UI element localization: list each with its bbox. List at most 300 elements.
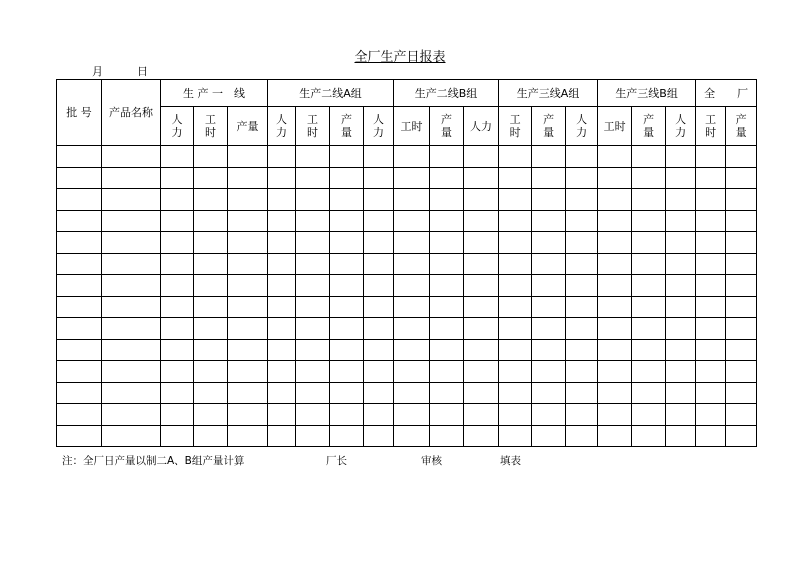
table-cell[interactable] (666, 146, 696, 168)
table-cell[interactable] (194, 167, 228, 189)
table-cell[interactable] (696, 361, 726, 383)
table-cell[interactable] (566, 232, 598, 254)
table-cell[interactable] (566, 167, 598, 189)
group-header-line1: 生 产 一 线 (161, 80, 268, 107)
table-cell[interactable] (228, 296, 268, 318)
table-cell[interactable] (726, 404, 757, 426)
table-cell[interactable] (394, 253, 430, 275)
table-cell[interactable] (566, 425, 598, 447)
table-cell[interactable] (364, 318, 394, 340)
table-cell[interactable] (228, 232, 268, 254)
table-cell[interactable] (430, 339, 464, 361)
table-cell[interactable] (430, 296, 464, 318)
table-cell[interactable] (430, 404, 464, 426)
table-cell[interactable] (499, 253, 532, 275)
table-cell[interactable] (228, 275, 268, 297)
table-cell[interactable] (464, 232, 499, 254)
table-row (57, 146, 757, 168)
table-cell[interactable] (532, 361, 566, 383)
table-cell[interactable] (228, 210, 268, 232)
table-cell[interactable] (194, 318, 228, 340)
table-cell[interactable] (666, 167, 696, 189)
table-cell[interactable] (696, 253, 726, 275)
table-cell[interactable] (194, 189, 228, 211)
report-title: 全厂生产日报表 (354, 50, 446, 65)
table-cell[interactable] (499, 189, 532, 211)
table-cell[interactable] (268, 167, 296, 189)
table-cell[interactable] (102, 425, 161, 447)
table-cell[interactable] (194, 382, 228, 404)
group-header-line3b: 生产三线B组 (598, 80, 696, 107)
table-cell[interactable] (364, 296, 394, 318)
table-cell[interactable] (268, 404, 296, 426)
table-cell[interactable] (161, 318, 194, 340)
table-cell[interactable] (666, 382, 696, 404)
table-cell[interactable] (296, 318, 330, 340)
table-cell[interactable] (430, 253, 464, 275)
table-cell[interactable] (666, 189, 696, 211)
group-header-line2a: 生产二线A组 (268, 80, 394, 107)
table-cell[interactable] (394, 404, 430, 426)
table-cell[interactable] (598, 146, 632, 168)
table-cell[interactable] (296, 296, 330, 318)
table-cell[interactable] (364, 232, 394, 254)
table-cell[interactable] (268, 189, 296, 211)
table-cell[interactable] (228, 189, 268, 211)
table-cell[interactable] (161, 210, 194, 232)
table-cell[interactable] (296, 425, 330, 447)
table-cell[interactable] (532, 253, 566, 275)
table-cell[interactable] (364, 275, 394, 297)
table-cell[interactable] (464, 382, 499, 404)
table-cell[interactable] (566, 189, 598, 211)
table-cell[interactable] (666, 404, 696, 426)
table-cell[interactable] (394, 382, 430, 404)
group-header-plant: 全 厂 (696, 80, 757, 107)
table-cell[interactable] (57, 404, 102, 426)
table-row (57, 318, 757, 340)
table-cell[interactable] (696, 232, 726, 254)
table-cell[interactable] (566, 253, 598, 275)
table-cell[interactable] (228, 167, 268, 189)
table-cell[interactable] (268, 275, 296, 297)
table-cell[interactable] (394, 167, 430, 189)
table-cell[interactable] (194, 232, 228, 254)
table-cell[interactable] (632, 425, 666, 447)
table-cell[interactable] (228, 339, 268, 361)
table-cell[interactable] (102, 232, 161, 254)
table-cell[interactable] (228, 382, 268, 404)
table-cell[interactable] (430, 318, 464, 340)
table-cell[interactable] (666, 210, 696, 232)
table-cell[interactable] (194, 339, 228, 361)
table-cell[interactable] (566, 339, 598, 361)
table-cell[interactable] (57, 253, 102, 275)
table-cell[interactable] (296, 210, 330, 232)
table-cell[interactable] (102, 318, 161, 340)
table-cell[interactable] (666, 425, 696, 447)
table-cell[interactable] (632, 146, 666, 168)
table-cell[interactable] (330, 253, 364, 275)
table-cell[interactable] (632, 275, 666, 297)
table-cell[interactable] (161, 167, 194, 189)
table-cell[interactable] (532, 146, 566, 168)
table-cell[interactable] (632, 189, 666, 211)
table-cell[interactable] (464, 339, 499, 361)
table-cell[interactable] (666, 361, 696, 383)
table-cell[interactable] (330, 361, 364, 383)
table-cell[interactable] (666, 253, 696, 275)
table-cell[interactable] (394, 425, 430, 447)
table-cell[interactable] (464, 167, 499, 189)
table-cell[interactable] (499, 296, 532, 318)
table-cell[interactable] (394, 339, 430, 361)
table-cell[interactable] (430, 189, 464, 211)
table-cell[interactable] (499, 318, 532, 340)
batch-number-header: 批 号 (57, 80, 102, 146)
table-cell[interactable] (228, 404, 268, 426)
table-cell[interactable] (161, 275, 194, 297)
table-cell[interactable] (296, 339, 330, 361)
table-cell[interactable] (430, 232, 464, 254)
table-cell[interactable] (532, 425, 566, 447)
table-cell[interactable] (499, 146, 532, 168)
table-cell[interactable] (364, 382, 394, 404)
table-cell[interactable] (632, 361, 666, 383)
table-cell[interactable] (330, 210, 364, 232)
table-cell[interactable] (194, 361, 228, 383)
table-cell[interactable] (532, 318, 566, 340)
table-cell[interactable] (194, 210, 228, 232)
table-cell[interactable] (464, 189, 499, 211)
table-cell[interactable] (394, 232, 430, 254)
table-cell[interactable] (161, 425, 194, 447)
table-cell[interactable] (726, 318, 757, 340)
table-cell[interactable] (632, 382, 666, 404)
table-cell[interactable] (330, 339, 364, 361)
table-cell[interactable] (499, 167, 532, 189)
table-cell[interactable] (102, 275, 161, 297)
table-cell[interactable] (532, 232, 566, 254)
table-cell[interactable] (726, 425, 757, 447)
table-cell[interactable] (499, 382, 532, 404)
table-cell[interactable] (499, 232, 532, 254)
table-cell[interactable] (268, 361, 296, 383)
table-cell[interactable] (330, 189, 364, 211)
sub-header: 产量 (228, 107, 268, 146)
table-cell[interactable] (364, 167, 394, 189)
date-month-label: 月 (92, 65, 103, 78)
table-cell[interactable] (532, 382, 566, 404)
table-cell[interactable] (598, 167, 632, 189)
table-cell[interactable] (499, 425, 532, 447)
table-cell[interactable] (102, 210, 161, 232)
table-cell[interactable] (464, 275, 499, 297)
table-cell[interactable] (161, 296, 194, 318)
table-cell[interactable] (57, 146, 102, 168)
table-cell[interactable] (57, 296, 102, 318)
footer-director-label: 厂长 (326, 455, 347, 467)
table-cell[interactable] (598, 253, 632, 275)
table-cell[interactable] (696, 167, 726, 189)
table-cell[interactable] (102, 253, 161, 275)
table-cell[interactable] (532, 404, 566, 426)
table-cell[interactable] (696, 189, 726, 211)
table-cell[interactable] (394, 361, 430, 383)
table-cell[interactable] (666, 232, 696, 254)
table-cell[interactable] (666, 296, 696, 318)
table-cell[interactable] (598, 210, 632, 232)
table-cell[interactable] (161, 404, 194, 426)
sub-header: 工 时 (499, 107, 532, 146)
table-cell[interactable] (598, 382, 632, 404)
table-cell[interactable] (296, 232, 330, 254)
table-cell[interactable] (726, 167, 757, 189)
table-cell[interactable] (726, 189, 757, 211)
table-cell[interactable] (499, 210, 532, 232)
table-cell[interactable] (296, 146, 330, 168)
table-cell[interactable] (696, 339, 726, 361)
table-cell[interactable] (268, 296, 296, 318)
table-cell[interactable] (430, 146, 464, 168)
table-cell[interactable] (696, 296, 726, 318)
table-cell[interactable] (364, 404, 394, 426)
table-cell[interactable] (364, 146, 394, 168)
table-cell[interactable] (57, 210, 102, 232)
table-cell[interactable] (330, 146, 364, 168)
table-cell[interactable] (330, 275, 364, 297)
table-cell[interactable] (696, 382, 726, 404)
table-cell[interactable] (394, 189, 430, 211)
table-cell[interactable] (499, 339, 532, 361)
table-cell[interactable] (57, 167, 102, 189)
table-cell[interactable] (102, 296, 161, 318)
table-cell[interactable] (532, 189, 566, 211)
table-cell[interactable] (726, 339, 757, 361)
table-cell[interactable] (499, 404, 532, 426)
table-cell[interactable] (666, 339, 696, 361)
table-cell[interactable] (499, 275, 532, 297)
table-cell[interactable] (330, 404, 364, 426)
table-cell[interactable] (330, 232, 364, 254)
table-cell[interactable] (228, 318, 268, 340)
table-cell[interactable] (228, 146, 268, 168)
sub-header: 工 时 (696, 107, 726, 146)
table-cell[interactable] (499, 361, 532, 383)
table-cell[interactable] (194, 253, 228, 275)
table-cell[interactable] (364, 361, 394, 383)
table-cell[interactable] (296, 253, 330, 275)
table-cell[interactable] (566, 146, 598, 168)
table-cell[interactable] (696, 425, 726, 447)
table-cell[interactable] (57, 232, 102, 254)
table-cell[interactable] (161, 253, 194, 275)
table-row (57, 210, 757, 232)
table-cell[interactable] (532, 210, 566, 232)
table-cell[interactable] (102, 167, 161, 189)
table-cell[interactable] (330, 382, 364, 404)
table-cell[interactable] (268, 146, 296, 168)
table-cell[interactable] (632, 253, 666, 275)
table-cell[interactable] (464, 318, 499, 340)
table-cell[interactable] (726, 275, 757, 297)
table-cell[interactable] (566, 404, 598, 426)
table-cell[interactable] (102, 146, 161, 168)
table-cell[interactable] (726, 210, 757, 232)
table-cell[interactable] (161, 382, 194, 404)
table-row (57, 339, 757, 361)
table-cell[interactable] (598, 339, 632, 361)
table-cell[interactable] (268, 339, 296, 361)
table-cell[interactable] (726, 146, 757, 168)
table-cell[interactable] (394, 146, 430, 168)
table-cell[interactable] (464, 425, 499, 447)
table-cell[interactable] (228, 425, 268, 447)
table-cell[interactable] (430, 425, 464, 447)
table-cell[interactable] (632, 318, 666, 340)
table-cell[interactable] (268, 382, 296, 404)
table-cell[interactable] (598, 232, 632, 254)
table-cell[interactable] (532, 296, 566, 318)
table-cell[interactable] (296, 167, 330, 189)
table-cell[interactable] (296, 275, 330, 297)
table-cell[interactable] (102, 189, 161, 211)
table-cell[interactable] (566, 275, 598, 297)
sub-header: 产 量 (430, 107, 464, 146)
table-cell[interactable] (632, 339, 666, 361)
table-cell[interactable] (430, 275, 464, 297)
table-cell[interactable] (268, 210, 296, 232)
table-cell[interactable] (464, 361, 499, 383)
table-cell[interactable] (194, 425, 228, 447)
table-cell[interactable] (566, 296, 598, 318)
table-cell[interactable] (598, 296, 632, 318)
table-cell[interactable] (57, 339, 102, 361)
table-cell[interactable] (364, 339, 394, 361)
table-cell[interactable] (296, 189, 330, 211)
table-cell[interactable] (666, 318, 696, 340)
table-cell[interactable] (268, 425, 296, 447)
table-cell[interactable] (296, 404, 330, 426)
table-cell[interactable] (430, 361, 464, 383)
table-cell[interactable] (598, 275, 632, 297)
sub-header: 工时 (394, 107, 430, 146)
table-cell[interactable] (57, 361, 102, 383)
table-cell[interactable] (330, 425, 364, 447)
table-cell[interactable] (696, 275, 726, 297)
table-cell[interactable] (364, 253, 394, 275)
table-cell[interactable] (598, 361, 632, 383)
table-cell[interactable] (57, 275, 102, 297)
table-cell[interactable] (268, 232, 296, 254)
table-cell[interactable] (194, 275, 228, 297)
table-cell[interactable] (57, 189, 102, 211)
table-cell[interactable] (161, 339, 194, 361)
table-cell[interactable] (464, 253, 499, 275)
table-cell[interactable] (57, 318, 102, 340)
table-cell[interactable] (296, 382, 330, 404)
table-cell[interactable] (696, 146, 726, 168)
table-row (57, 275, 757, 297)
table-cell[interactable] (464, 210, 499, 232)
table-cell[interactable] (394, 296, 430, 318)
table-cell[interactable] (430, 382, 464, 404)
table-cell[interactable] (726, 361, 757, 383)
table-cell[interactable] (57, 382, 102, 404)
table-cell[interactable] (430, 210, 464, 232)
table-cell[interactable] (57, 425, 102, 447)
table-cell[interactable] (268, 253, 296, 275)
table-cell[interactable] (296, 361, 330, 383)
table-cell[interactable] (464, 146, 499, 168)
table-cell[interactable] (161, 232, 194, 254)
table-cell[interactable] (364, 210, 394, 232)
table-cell[interactable] (598, 318, 632, 340)
table-cell[interactable] (161, 189, 194, 211)
table-cell[interactable] (726, 382, 757, 404)
table-cell[interactable] (330, 167, 364, 189)
sub-header: 工 时 (194, 107, 228, 146)
date-day-label: 日 (137, 65, 148, 78)
table-cell[interactable] (696, 318, 726, 340)
table-cell[interactable] (330, 318, 364, 340)
table-cell[interactable] (696, 210, 726, 232)
table-cell[interactable] (161, 146, 194, 168)
table-cell[interactable] (194, 404, 228, 426)
table-cell[interactable] (268, 318, 296, 340)
table-cell[interactable] (394, 275, 430, 297)
table-cell[interactable] (464, 296, 499, 318)
table-cell[interactable] (194, 146, 228, 168)
table-cell[interactable] (102, 382, 161, 404)
table-cell[interactable] (228, 253, 268, 275)
table-cell[interactable] (102, 361, 161, 383)
table-cell[interactable] (102, 404, 161, 426)
table-cell[interactable] (364, 425, 394, 447)
table-cell[interactable] (598, 404, 632, 426)
table-cell[interactable] (632, 167, 666, 189)
table-cell[interactable] (632, 232, 666, 254)
table-cell[interactable] (161, 361, 194, 383)
table-cell[interactable] (566, 361, 598, 383)
table-cell[interactable] (394, 318, 430, 340)
table-cell[interactable] (464, 404, 499, 426)
table-cell[interactable] (726, 232, 757, 254)
table-cell[interactable] (632, 404, 666, 426)
table-cell[interactable] (532, 275, 566, 297)
table-cell[interactable] (394, 210, 430, 232)
table-cell[interactable] (102, 339, 161, 361)
table-cell[interactable] (598, 189, 632, 211)
table-cell[interactable] (726, 253, 757, 275)
table-cell[interactable] (228, 361, 268, 383)
table-cell[interactable] (430, 167, 464, 189)
table-cell[interactable] (696, 404, 726, 426)
table-cell[interactable] (726, 296, 757, 318)
table-cell[interactable] (330, 296, 364, 318)
table-cell[interactable] (632, 210, 666, 232)
table-cell[interactable] (566, 210, 598, 232)
table-cell[interactable] (666, 275, 696, 297)
table-cell[interactable] (532, 167, 566, 189)
table-cell[interactable] (566, 382, 598, 404)
table-cell[interactable] (194, 296, 228, 318)
table-cell[interactable] (598, 425, 632, 447)
table-cell[interactable] (566, 318, 598, 340)
table-cell[interactable] (532, 339, 566, 361)
table-cell[interactable] (632, 296, 666, 318)
table-cell[interactable] (364, 189, 394, 211)
